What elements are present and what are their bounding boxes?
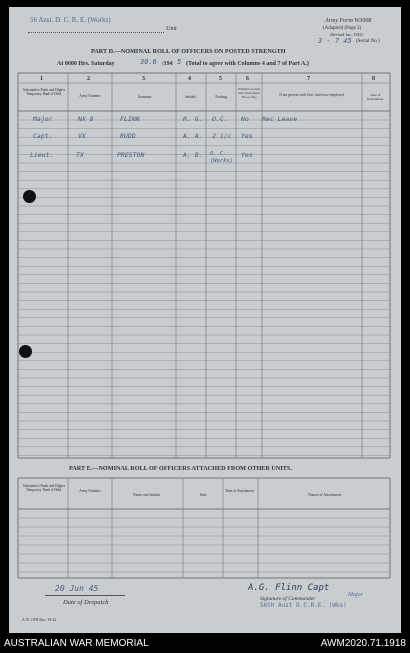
row1-employment: Rec Leave [262, 115, 298, 123]
archive-footer [0, 634, 410, 653]
col-number-6: 6 [246, 76, 249, 82]
despatch-label: Date of Despatch [63, 599, 109, 606]
punch-hole-top [23, 190, 36, 203]
signature-stamp: 56th Aust D.C.R.E. (Wks) [260, 602, 347, 609]
part-e-col-unit: Unit. [199, 493, 208, 497]
row2-present: Yes [241, 132, 253, 140]
part-e-title: PART E.—NOMINAL ROLL OF OFFICERS ATTACHED FROM OTHER UNITS. [69, 465, 292, 472]
row1-initials: R. G. [183, 115, 203, 123]
despatch-underline [45, 595, 125, 596]
part-e-col-nature: Nature of Attachment. [308, 493, 342, 497]
row1-posting: O.C. [212, 115, 228, 123]
archive-caption-left: AUSTRALIAN WAR MEMORIAL [4, 638, 149, 649]
archive-caption-right: AWM2020.71.1918 [320, 638, 406, 649]
col-header-detachment-date: Date of Detachment. [366, 93, 385, 102]
row3-rank: Lieut. [30, 151, 54, 159]
col-header-present: Whether present with Unit (insert Yes or No) [237, 87, 261, 100]
unit-label: Unit [166, 26, 177, 32]
part-e-col-rank: Substantive Rank and Higher Temporary Rank if Held. [22, 484, 66, 493]
row3-surname: PRESTON [117, 151, 145, 159]
part-d-date-suffix: (Total to agree with Columns 4 and 7 of Part A.) [186, 61, 309, 67]
col-header-surname: Surname. [137, 95, 153, 99]
part-d-date-prefix: At 0600 Hrs. Saturday [57, 61, 115, 67]
row3-posting: O. C. (Works) [210, 151, 234, 165]
col-header-initials: Initials. [185, 95, 197, 99]
unit-stamp: 56 Aust. D. C. R. E. (Works) [30, 16, 111, 24]
part-e-col-name: Name and Initials. [133, 493, 161, 497]
serial-label: (Serial No.) [356, 39, 380, 44]
row1-surname: FLINN [120, 115, 140, 123]
row2-surname: RUDD [120, 132, 136, 140]
row1-present: No [241, 115, 249, 123]
form-name: Army Form W3008 [325, 18, 372, 24]
part-d-title: PART D.—NOMINAL ROLL OF OFFICERS ON POSTED STRENGTH [91, 48, 286, 55]
row2-army-number: VX [78, 132, 86, 140]
row3-army-number: TX [76, 151, 84, 159]
col-number-1: 1 [40, 76, 43, 82]
form-revised: (Revised Jan., 1942) [330, 32, 363, 37]
part-d-date-year: /194 [162, 61, 173, 67]
col-number-7: 7 [307, 76, 310, 82]
row3-present: Yes [241, 151, 253, 159]
col-header-army-number: Army Number. [79, 94, 101, 98]
row1-rank: Major [33, 115, 53, 123]
col-number-4: 4 [188, 76, 191, 82]
row3-initials: A. B. [183, 151, 203, 159]
col-number-8: 8 [372, 76, 375, 82]
row2-posting: 2 i/c [212, 132, 232, 140]
col-number-3: 3 [142, 76, 145, 82]
part-e-col-attach-date: Date of Attachment. [225, 489, 255, 493]
part-d-year-handwritten: 5 [177, 58, 182, 66]
serial-number-handwritten: 3 - 7 45 [318, 37, 352, 45]
part-d-date-handwritten: 30.6 [140, 58, 157, 66]
row1-army-number: NX 8 [78, 115, 94, 123]
col-header-posting: Posting. [215, 95, 228, 99]
col-number-2: 2 [87, 76, 90, 82]
despatch-date-handwritten: 20 Jun 45 [55, 584, 99, 593]
col-header-rank: Substantive Rank and Higher Temporary Rank if Held. [22, 88, 66, 97]
col-number-5: 5 [219, 76, 222, 82]
signature-label: Signature of Commander [260, 596, 316, 602]
print-code: A.W. 1994 Dec. 19-42 [22, 618, 57, 622]
part-e-col-army-number: Army Number. [79, 489, 101, 493]
form-adapted: (Adapted) (Page 2) [323, 26, 362, 31]
row2-rank: Capt. [33, 132, 53, 140]
col-header-employment: If not present with Unit, state how employed. [279, 93, 345, 97]
signature-handwritten: A.G. Flinn Capt [248, 583, 330, 593]
row2-initials: A. A. [183, 132, 203, 140]
rank-handwritten: Major [348, 592, 363, 598]
punch-hole-bottom [19, 345, 32, 358]
unit-underline [28, 32, 164, 33]
